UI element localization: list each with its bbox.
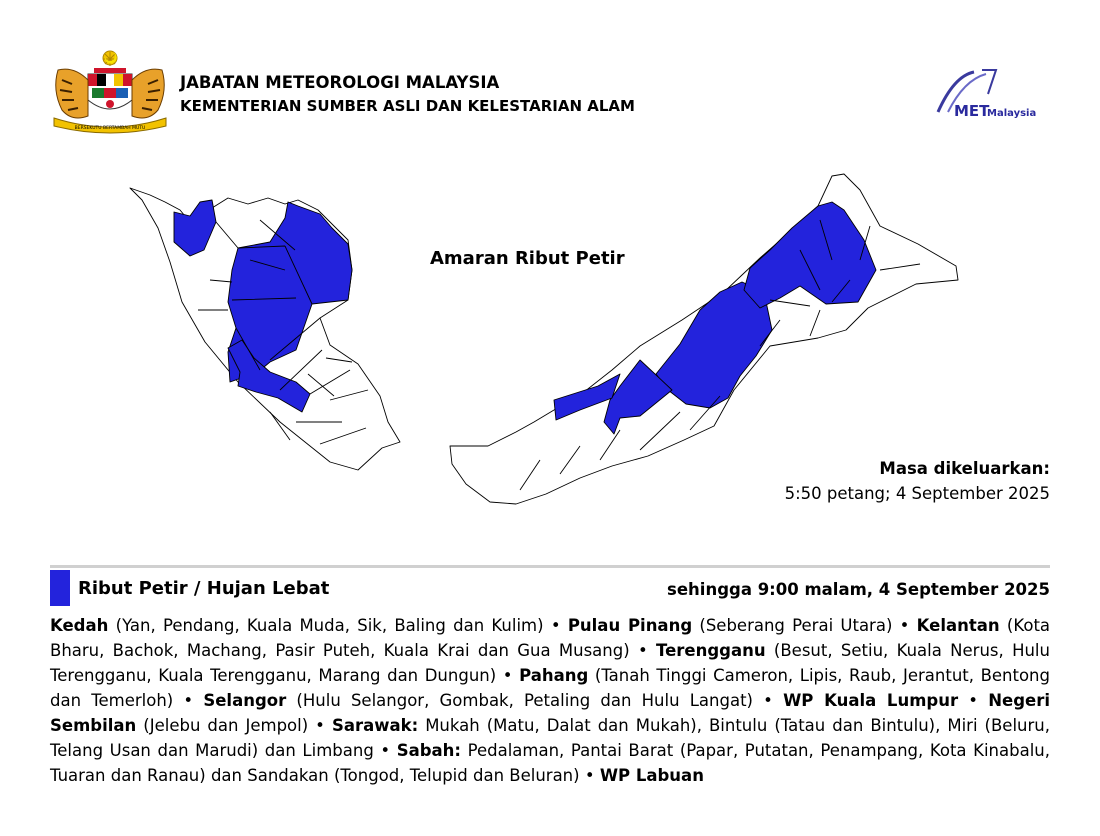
area-districts: (Tanah Tinggi Cameron, Lipis, Raub, Jerantut, Bentong dan Temerloh) bbox=[50, 666, 1050, 710]
svg-text:Malaysia: Malaysia bbox=[987, 108, 1037, 119]
warning-color-band bbox=[50, 570, 70, 606]
area-state: WP Labuan bbox=[599, 766, 704, 785]
ministry-name: KEMENTERIAN SUMBER ASLI DAN KELESTARIAN ALAM bbox=[180, 97, 635, 115]
area-districts: Pedalaman, Pantai Barat (Papar, Putatan, Penampang, Kota Kinabalu, Tuaran dan Ranau) dan Sandakan (Tongod, Telupid dan Beluran) bbox=[50, 741, 1050, 785]
warning-type: Ribut Petir / Hujan Lebat bbox=[78, 578, 330, 599]
svg-text:MET: MET bbox=[954, 102, 990, 120]
area-districts: (Yan, Pendang, Kuala Muda, Sik, Baling dan Kulim) bbox=[108, 616, 544, 635]
area-state: Kelantan bbox=[916, 616, 1000, 635]
area-districts: (Jelebu dan Jempol) bbox=[136, 716, 309, 735]
coat-of-arms-logo bbox=[48, 50, 172, 134]
peninsular-malaysia bbox=[130, 188, 400, 470]
svg-text:BERSEKUTU BERTAMBAH MUTU: BERSEKUTU BERTAMBAH MUTU bbox=[74, 126, 146, 131]
issued-value: 5:50 petang; 4 September 2025 bbox=[784, 484, 1050, 503]
area-state: Pulau Pinang bbox=[567, 616, 693, 635]
area-state: Terengganu bbox=[656, 641, 766, 660]
area-state: Sarawak: bbox=[331, 716, 419, 735]
issued-label: Masa dikeluarkan: bbox=[879, 459, 1050, 478]
area-state: Selangor bbox=[203, 691, 287, 710]
organization-name: JABATAN METEOROLOGI MALAYSIA bbox=[180, 73, 500, 92]
section-divider bbox=[50, 565, 1050, 568]
area-state: Pahang bbox=[519, 666, 589, 685]
area-state: Negeri Sembilan bbox=[50, 691, 1050, 735]
area-districts: Mukah (Matu, Dalat dan Mukah), Bintulu (Tatau dan Bintulu), Miri (Beluru, Telang Usan dan Marudi) dan Limbang bbox=[50, 716, 1050, 760]
metmalaysia-logo bbox=[934, 66, 1046, 122]
borneo-malaysia bbox=[450, 174, 958, 504]
area-state: WP Kuala Lumpur bbox=[783, 691, 959, 710]
area-districts: (Seberang Perai Utara) bbox=[692, 616, 893, 635]
warning-valid-until: sehingga 9:00 malam, 4 September 2025 bbox=[667, 580, 1050, 599]
warning-areas: Kedah (Yan, Pendang, Kuala Muda, Sik, Baling dan Kulim) • Pulau Pinang (Seberang Perai Utara) • Kelantan (Kota Bharu, Bachok, Machang, Pasir Puteh, Kuala Krai dan Gua Musang) • Terengganu (Besut, Setiu, Kuala Nerus, Hulu Terengganu, Kuala Terengganu, Marang dan Dungun) • Pahang (Tanah Tinggi Cameron, Lipis, Raub, Jerantut, Bentong dan Temerloh) • Selangor (Hulu Selangor, Gombak, Petaling dan Hulu Langat) • WP Kuala Lumpur • Negeri Sembilan (Jelebu dan Jempol) • Sarawak: Mukah (Matu, Dalat dan Mukah), Bintulu (Tatau dan Bintulu), Miri (Beluru, Telang Usan dan Marudi) dan Limbang • Sabah: Pedalaman, Pantai Barat (Papar, Putatan, Penampang, Kota Kinabalu, Tuaran dan Ranau) dan Sandakan (Tongod, Telupid dan Beluran) • WP Labuan bbox=[50, 616, 1051, 785]
area-districts: (Besut, Setiu, Kuala Nerus, Hulu Terengganu, Kuala Terengganu, Marang dan Dungun) bbox=[50, 641, 1050, 685]
area-districts: (Hulu Selangor, Gombak, Petaling dan Hulu Langat) bbox=[286, 691, 753, 710]
organization-header bbox=[180, 72, 635, 118]
area-districts: (Kota Bharu, Bachok, Machang, Pasir Puteh, Kuala Krai dan Gua Musang) bbox=[50, 616, 1051, 660]
issued-time bbox=[785, 456, 1050, 506]
area-state: Kedah bbox=[50, 616, 109, 635]
map-title: Amaran Ribut Petir bbox=[430, 248, 625, 269]
area-state: Sabah: bbox=[396, 741, 462, 760]
